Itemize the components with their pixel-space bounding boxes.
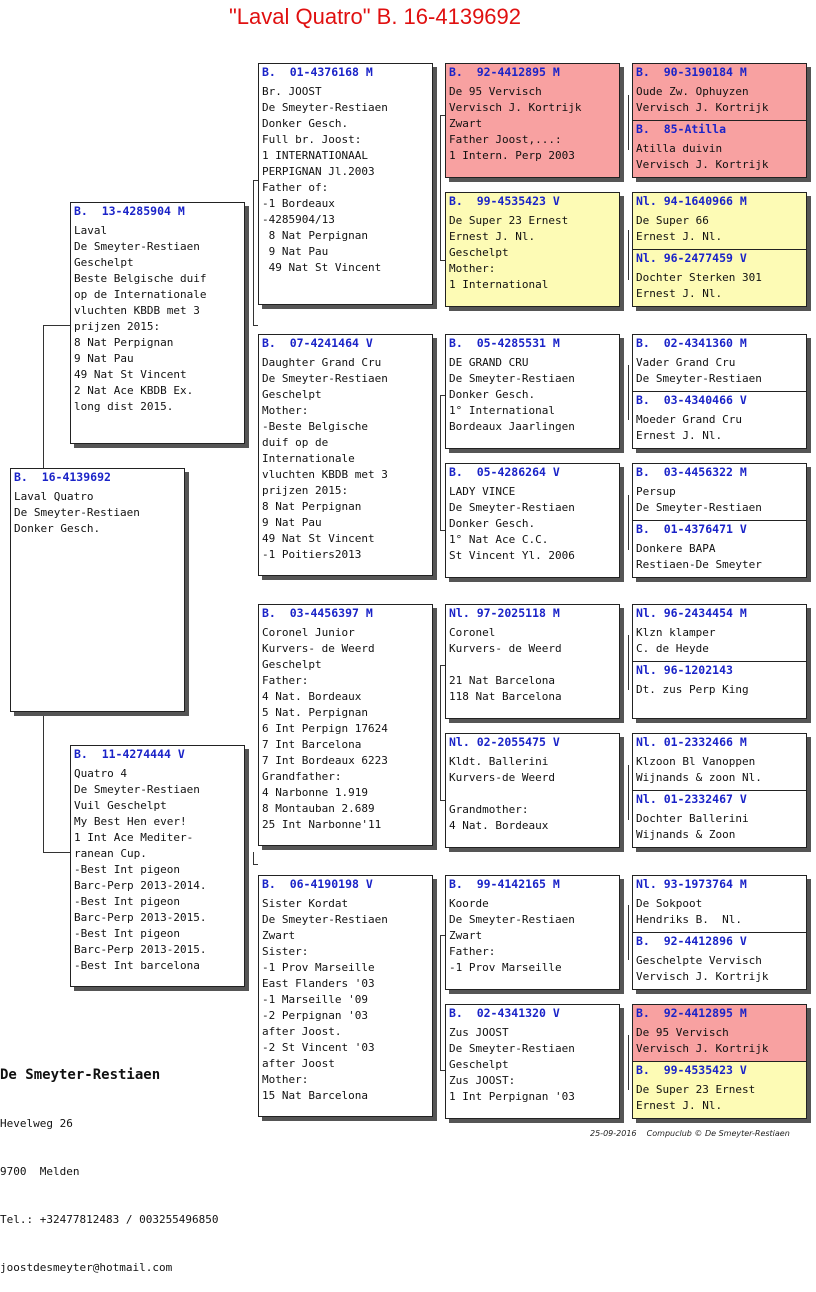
- detail-line: St Vincent Yl. 2006: [449, 549, 575, 562]
- great-great-grandparent-card[interactable]: [632, 463, 807, 521]
- pigeon-details: [259, 891, 432, 1104]
- connector-line: [253, 852, 254, 864]
- detail-line: De Smeyter-Restiaen: [262, 101, 388, 114]
- great-grandparent-card[interactable]: [445, 334, 620, 449]
- detail-line: -1 Prov Marseille: [262, 961, 375, 974]
- detail-line: East Flanders '03: [262, 977, 375, 990]
- connector-line: [43, 712, 44, 852]
- owner-city: 9700 Melden: [0, 1165, 80, 1178]
- pigeon-details: [446, 620, 619, 705]
- detail-line: 4 Nat. Bordeaux: [449, 819, 549, 832]
- detail-line: Father:: [449, 945, 496, 958]
- connector-line: [628, 365, 629, 420]
- pigeon-details: [633, 265, 806, 302]
- ring-number: Nl. 01-2332466 M: [636, 735, 747, 749]
- detail-line: Father Joost,...:: [449, 133, 562, 146]
- dam-card[interactable]: [70, 745, 245, 987]
- ring-number: Nl. 97-2025118 M: [449, 606, 560, 620]
- grandsire-sire-side-card[interactable]: [258, 63, 433, 305]
- pigeon-details: [446, 891, 619, 976]
- great-great-grandparent-card[interactable]: [632, 63, 807, 121]
- detail-line: De Smeyter-Restiaen: [74, 240, 200, 253]
- detail-line: Grandfather:: [262, 770, 342, 783]
- pigeon-details: [71, 218, 244, 415]
- ring-number: Nl. 96-1202143: [636, 663, 733, 677]
- pigeon-details: [633, 407, 806, 444]
- detail-line: Father of:: [262, 181, 329, 194]
- ring-number: Nl. 02-2055475 V: [449, 735, 560, 749]
- detail-line: Ernest J. Nl.: [636, 1099, 723, 1112]
- pigeon-details: [259, 79, 432, 276]
- detail-line: Sister Kordat: [262, 897, 349, 910]
- detail-line: Donker Gesch.: [449, 517, 536, 530]
- detail-line: Vervisch J. Kortrijk: [636, 101, 769, 114]
- pigeon-details: [446, 79, 619, 164]
- detail-line: Kurvers- de Weerd: [449, 642, 562, 655]
- detail-line: prijzen 2015:: [262, 484, 349, 497]
- detail-line: Kldt. Ballerini: [449, 755, 549, 768]
- detail-line: Full br. Joost:: [262, 133, 362, 146]
- detail-line: DE GRAND CRU: [449, 356, 529, 369]
- detail-line: PERPIGNAN Jl.2003: [262, 165, 375, 178]
- connector-line: [628, 765, 629, 820]
- detail-line: De Super 23 Ernest: [636, 1083, 756, 1096]
- pigeon-details: [633, 208, 806, 245]
- detail-line: vluchten KBDB met 3: [74, 304, 200, 317]
- print-stamp: 25-09-2016 Compuclub © De Smeyter-Restiaen: [590, 1129, 790, 1138]
- detail-line: My Best Hen ever!: [74, 815, 187, 828]
- detail-line: 118 Nat Barcelona: [449, 690, 562, 703]
- connector-line: [43, 325, 44, 470]
- connector-line: [253, 325, 258, 326]
- granddam-sire-side-card[interactable]: [258, 334, 433, 576]
- connector-line: [628, 230, 629, 280]
- great-great-grandparent-card[interactable]: [632, 334, 807, 392]
- pigeon-details: [633, 677, 806, 698]
- detail-line: De Smeyter-Restiaen: [449, 913, 575, 926]
- detail-line: -1 Prov Marseille: [449, 961, 562, 974]
- detail-line: Kurvers- de Weerd: [262, 642, 375, 655]
- detail-line: -2 St Vincent '03: [262, 1041, 375, 1054]
- ring-number: B. 99-4535423 V: [449, 194, 560, 208]
- connector-line: [253, 180, 254, 325]
- great-great-grandparent-card[interactable]: [632, 661, 807, 719]
- detail-line: 49 Nat St Vincent: [74, 368, 187, 381]
- detail-line: ranean Cup.: [74, 847, 147, 860]
- pigeon-details: [633, 1077, 806, 1114]
- detail-line: 1 International: [449, 278, 549, 291]
- detail-line: Vader Grand Cru: [636, 356, 736, 369]
- detail-line: Vervisch J. Kortrijk: [636, 1042, 769, 1055]
- detail-line: Father:: [262, 674, 309, 687]
- detail-line: Klzn klamper: [636, 626, 716, 639]
- ring-number: B. 02-4341360 M: [636, 336, 747, 350]
- subject-card[interactable]: [10, 468, 185, 712]
- detail-line: -1 Bordeaux: [262, 197, 335, 210]
- detail-line: Barc-Perp 2013-2015.: [74, 911, 207, 924]
- detail-line: 9 Nat Pau: [262, 516, 322, 529]
- detail-line: Geschelpt: [449, 1058, 509, 1071]
- detail-line: Ernest J. Nl.: [636, 230, 723, 243]
- great-great-grandparent-card[interactable]: [632, 249, 807, 307]
- detail-line: Geschelpte Vervisch: [636, 954, 762, 967]
- pigeon-details: [446, 350, 619, 435]
- owner-email[interactable]: joostdesmeyter@hotmail.com: [0, 1261, 173, 1274]
- ring-number: Nl. 01-2332467 V: [636, 792, 747, 806]
- owner-phone: Tel.: +32477812483 / 003255496850: [0, 1213, 219, 1226]
- ring-number: B. 01-4376471 V: [636, 522, 747, 536]
- detail-line: Geschelpt: [74, 256, 134, 269]
- detail-line: De Smeyter-Restiaen: [14, 506, 140, 519]
- detail-line: -Beste Belgische: [262, 420, 368, 433]
- detail-line: 49 Nat St Vincent: [262, 261, 382, 274]
- detail-line: Oude Zw. Ophuyzen: [636, 85, 749, 98]
- detail-line: De 95 Vervisch: [636, 1026, 729, 1039]
- detail-line: 4 Narbonne 1.919: [262, 786, 368, 799]
- detail-line: 5 Nat. Perpignan: [262, 706, 368, 719]
- ring-number: B. 92-4412896 V: [636, 934, 747, 948]
- pigeon-details: [633, 749, 806, 786]
- pigeon-details: [633, 350, 806, 387]
- detail-line: 8 Nat Perpignan: [74, 336, 174, 349]
- detail-line: 25 Int Narbonne'11: [262, 818, 382, 831]
- detail-line: De Smeyter-Restiaen: [449, 501, 575, 514]
- detail-line: 1° Nat Ace C.C.: [449, 533, 549, 546]
- detail-line: Hendriks B. Nl.: [636, 913, 742, 926]
- pigeon-details: [633, 1020, 806, 1057]
- detail-line: long dist 2015.: [74, 400, 174, 413]
- pigeon-details: [71, 761, 244, 974]
- detail-line: De Smeyter-Restiaen: [449, 372, 575, 385]
- detail-line: 1 INTERNATIONAAL: [262, 149, 368, 162]
- connector-line: [628, 95, 629, 150]
- detail-line: after Joost.: [262, 1025, 342, 1038]
- ring-number: B. 02-4341320 V: [449, 1006, 560, 1020]
- sire-card[interactable]: [70, 202, 245, 444]
- owner-block: [0, 1034, 219, 1292]
- detail-line: Geschelpt: [262, 388, 322, 401]
- connector-line: [440, 395, 441, 530]
- ring-number: Nl. 96-2434454 M: [636, 606, 747, 620]
- detail-line: 2 Nat Ace KBDB Ex.: [74, 384, 194, 397]
- detail-line: 49 Nat St Vincent: [262, 532, 375, 545]
- detail-line: Vuil Geschelpt: [74, 799, 167, 812]
- detail-line: after Joost: [262, 1057, 335, 1070]
- detail-line: Wijnands & Zoon: [636, 828, 736, 841]
- detail-line: duif op de: [262, 436, 329, 449]
- detail-line: De Smeyter-Restiaen: [636, 501, 762, 514]
- pigeon-details: [633, 536, 806, 573]
- great-great-grandparent-card[interactable]: [632, 733, 807, 791]
- detail-line: Sister:: [262, 945, 309, 958]
- pigeon-details: [633, 79, 806, 116]
- detail-line: Vervisch J. Kortrijk: [636, 158, 769, 171]
- great-great-grandparent-card[interactable]: [632, 604, 807, 662]
- ring-number: B. 90-3190184 M: [636, 65, 747, 79]
- pigeon-details: [633, 948, 806, 985]
- pigeon-details: [11, 484, 184, 537]
- great-great-grandparent-card[interactable]: [632, 875, 807, 933]
- detail-line: -2 Perpignan '03: [262, 1009, 368, 1022]
- detail-line: Moeder Grand Cru: [636, 413, 742, 426]
- ring-number: B. 03-4456397 M: [262, 606, 373, 620]
- ring-number: B. 92-4412895 M: [636, 1006, 747, 1020]
- detail-line: Grandmother:: [449, 803, 529, 816]
- detail-line: Zus JOOST: [449, 1026, 509, 1039]
- detail-line: Kurvers-de Weerd: [449, 771, 555, 784]
- pigeon-details: [446, 479, 619, 564]
- owner-address: Hevelweg 26: [0, 1117, 73, 1130]
- detail-line: Laval: [74, 224, 108, 237]
- detail-line: -Best Int pigeon: [74, 895, 180, 908]
- great-great-grandparent-card[interactable]: [632, 520, 807, 578]
- detail-line: Donker Gesch.: [262, 117, 349, 130]
- connector-line: [628, 1035, 629, 1090]
- detail-line: De Super 23 Ernest: [449, 214, 569, 227]
- detail-line: 8 Nat Perpignan: [262, 500, 362, 513]
- detail-line: Ernest J. Nl.: [636, 429, 723, 442]
- connector-line: [628, 495, 629, 550]
- great-grandparent-card[interactable]: [445, 1004, 620, 1119]
- detail-line: Zwart: [449, 929, 483, 942]
- detail-line: 1 Int Ace Mediter-: [74, 831, 194, 844]
- detail-line: 1° International: [449, 404, 555, 417]
- ring-number: B. 01-4376168 M: [262, 65, 373, 79]
- pigeon-details: [259, 350, 432, 563]
- detail-line: Br. JOOST: [262, 85, 322, 98]
- detail-line: -1 Poitiers2013: [262, 548, 362, 561]
- detail-line: Donker Gesch.: [449, 388, 536, 401]
- detail-line: Ernest J. Nl.: [449, 230, 536, 243]
- detail-line: 7 Int Barcelona: [262, 738, 362, 751]
- great-grandparent-card[interactable]: [445, 875, 620, 990]
- detail-line: 1 Int Perpignan '03: [449, 1090, 575, 1103]
- ring-number: B. 03-4456322 M: [636, 465, 747, 479]
- detail-line: Zwart: [262, 929, 296, 942]
- ring-number: B. 05-4285531 M: [449, 336, 560, 350]
- great-grandparent-card[interactable]: [445, 604, 620, 719]
- ring-number: B. 13-4285904 M: [74, 204, 185, 218]
- detail-line: Internationale: [262, 452, 355, 465]
- detail-line: De Smeyter-Restiaen: [74, 783, 200, 796]
- ring-number: B. 11-4274444 V: [74, 747, 185, 761]
- connector-line: [43, 325, 70, 326]
- detail-line: op de Internationale: [74, 288, 207, 301]
- grandsire-dam-side-card[interactable]: [258, 604, 433, 846]
- detail-line: Laval Quatro: [14, 490, 94, 503]
- detail-line: Coronel: [449, 626, 496, 639]
- detail-line: Zwart: [449, 117, 483, 130]
- ring-number: B. 99-4535423 V: [636, 1063, 747, 1077]
- ring-number: Nl. 96-2477459 V: [636, 251, 747, 265]
- page-title: "Laval Quatro" B. 16-4139692: [228, 4, 522, 29]
- detail-line: 15 Nat Barcelona: [262, 1089, 368, 1102]
- detail-line: 9 Nat Pau: [74, 352, 134, 365]
- great-grandparent-card[interactable]: [445, 192, 620, 307]
- detail-line: Vervisch J. Kortrijk: [636, 970, 769, 983]
- great-great-grandparent-card[interactable]: [632, 120, 807, 178]
- detail-line: Dochter Ballerini: [636, 812, 749, 825]
- ring-number: B. 16-4139692: [14, 470, 111, 484]
- detail-line: 9 Nat Pau: [262, 245, 329, 258]
- detail-line: Donkere BAPA: [636, 542, 716, 555]
- connector-line: [253, 864, 258, 865]
- connector-line: [43, 852, 70, 853]
- connector-line: [440, 115, 441, 260]
- great-great-grandparent-card[interactable]: [632, 932, 807, 990]
- great-grandparent-card[interactable]: [445, 733, 620, 848]
- detail-line: 1 Intern. Perp 2003: [449, 149, 575, 162]
- pigeon-details: [633, 806, 806, 843]
- detail-line: De Super 66: [636, 214, 709, 227]
- detail-line: -Best Int pigeon: [74, 927, 180, 940]
- great-great-grandparent-card[interactable]: [632, 391, 807, 449]
- detail-line: Barc-Perp 2013-2015.: [74, 943, 207, 956]
- detail-line: 4 Nat. Bordeaux: [262, 690, 362, 703]
- ring-number: B. 06-4190198 V: [262, 877, 373, 891]
- pigeon-details: [446, 1020, 619, 1105]
- connector-line: [628, 635, 629, 690]
- detail-line: Coronel Junior: [262, 626, 355, 639]
- detail-line: -4285904/13: [262, 213, 335, 226]
- pigeon-details: [259, 620, 432, 833]
- detail-line: Zus JOOST:: [449, 1074, 516, 1087]
- detail-line: vluchten KBDB met 3: [262, 468, 388, 481]
- detail-line: LADY VINCE: [449, 485, 516, 498]
- ring-number: B. 03-4340466 V: [636, 393, 747, 407]
- ring-number: B. 05-4286264 V: [449, 465, 560, 479]
- ring-number: Nl. 94-1640966 M: [636, 194, 747, 208]
- detail-line: Barc-Perp 2013-2014.: [74, 879, 207, 892]
- detail-line: 6 Int Perpign 17624: [262, 722, 388, 735]
- detail-line: Donker Gesch.: [14, 522, 101, 535]
- detail-line: 8 Nat Perpignan: [262, 229, 368, 242]
- detail-line: Mother:: [262, 404, 309, 417]
- detail-line: Mother:: [262, 1073, 309, 1086]
- pigeon-details: [633, 620, 806, 657]
- ring-number: B. 99-4142165 M: [449, 877, 560, 891]
- pigeon-details: [633, 891, 806, 928]
- detail-line: 8 Montauban 2.689: [262, 802, 375, 815]
- detail-line: Bordeaux Jaarlingen: [449, 420, 575, 433]
- detail-line: De Smeyter-Restiaen: [449, 1042, 575, 1055]
- connector-line: [440, 665, 441, 800]
- great-great-grandparent-card[interactable]: [632, 1004, 807, 1062]
- detail-line: -1 Marseille '09: [262, 993, 368, 1006]
- great-great-grandparent-card[interactable]: [632, 192, 807, 250]
- detail-line: Dt. zus Perp King: [636, 683, 749, 696]
- detail-line: [449, 786, 619, 802]
- detail-line: -Best Int barcelona: [74, 959, 200, 972]
- detail-line: De Smeyter-Restiaen: [262, 372, 388, 385]
- detail-line: [449, 657, 619, 673]
- detail-line: De 95 Vervisch: [449, 85, 542, 98]
- detail-line: Atilla duivin: [636, 142, 723, 155]
- detail-line: 7 Int Bordeaux 6223: [262, 754, 388, 767]
- detail-line: Beste Belgische duif: [74, 272, 207, 285]
- detail-line: Persup: [636, 485, 676, 498]
- ring-number: B. 92-4412895 M: [449, 65, 560, 79]
- connector-line: [628, 905, 629, 960]
- detail-line: Geschelpt: [262, 658, 322, 671]
- ring-number: B. 85-Atilla: [636, 122, 727, 136]
- detail-line: C. de Heyde: [636, 642, 709, 655]
- detail-line: 21 Nat Barcelona: [449, 674, 555, 687]
- ring-number: Nl. 93-1973764 M: [636, 877, 747, 891]
- detail-line: Klzoon Bl Vanoppen: [636, 755, 756, 768]
- great-great-grandparent-card[interactable]: [632, 1061, 807, 1119]
- detail-line: De Sokpoot: [636, 897, 703, 910]
- detail-line: Wijnands & zoon Nl.: [636, 771, 762, 784]
- detail-line: De Smeyter-Restiaen: [636, 372, 762, 385]
- detail-line: De Smeyter-Restiaen: [262, 913, 388, 926]
- ring-number: B. 07-4241464 V: [262, 336, 373, 350]
- owner-name: De Smeyter-Restiaen: [0, 1067, 161, 1083]
- detail-line: Vervisch J. Kortrijk: [449, 101, 582, 114]
- pigeon-details: [633, 136, 806, 173]
- detail-line: -Best Int pigeon: [74, 863, 180, 876]
- detail-line: prijzen 2015:: [74, 320, 161, 333]
- connector-line: [440, 935, 441, 1070]
- detail-line: Geschelpt: [449, 246, 509, 259]
- great-grandparent-card[interactable]: [445, 463, 620, 578]
- pigeon-details: [633, 479, 806, 516]
- great-great-grandparent-card[interactable]: [632, 790, 807, 848]
- detail-line: Koorde: [449, 897, 489, 910]
- detail-line: Mother:: [449, 262, 496, 275]
- granddam-dam-side-card[interactable]: [258, 875, 433, 1117]
- detail-line: Daughter Grand Cru: [262, 356, 382, 369]
- pigeon-details: [446, 208, 619, 293]
- detail-line: Quatro 4: [74, 767, 127, 780]
- great-grandparent-card[interactable]: [445, 63, 620, 178]
- pigeon-details: [446, 749, 619, 834]
- detail-line: Restiaen-De Smeyter: [636, 558, 762, 571]
- detail-line: Dochter Sterken 301: [636, 271, 762, 284]
- detail-line: Ernest J. Nl.: [636, 287, 723, 300]
